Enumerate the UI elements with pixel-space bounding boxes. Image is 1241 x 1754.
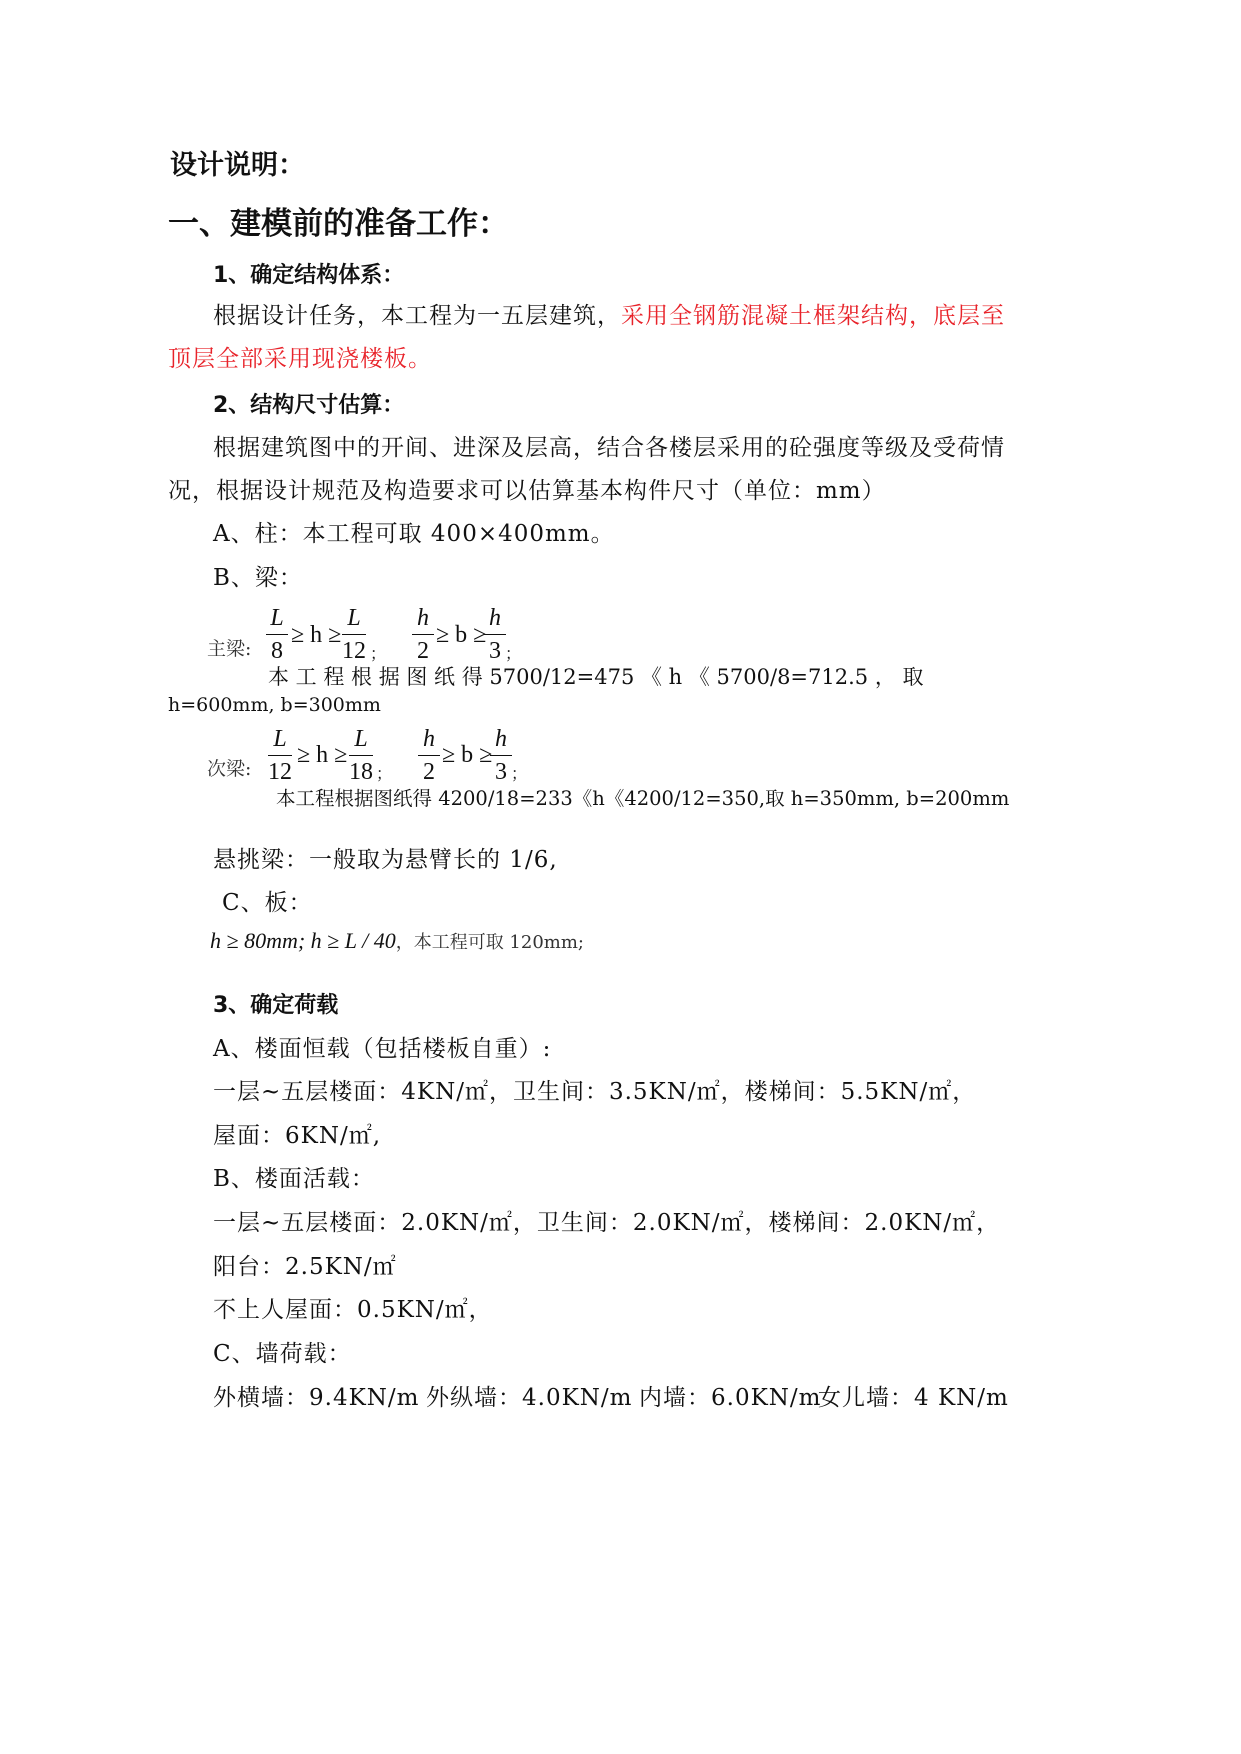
secondary-beam-frac-3: $\frac{h}{2}$ [418, 727, 440, 784]
paragraph-size-intro-1: 根据建筑图中的开间、进深及层高，结合各楼层采用的砼强度等级及受荷情 [213, 435, 1005, 461]
main-beam-calc-2: h=600mm, b=300mm [168, 694, 381, 716]
main-beam-label: 主梁: [207, 638, 252, 660]
secondary-beam-frac-4: $\frac{h}{3}$ [490, 727, 512, 784]
subsection-heading-loads: 3、确定荷载 [213, 993, 339, 1018]
slab-formula: h ≥ 80mm; h ≥ L / 40，本工程可取 120mm; [210, 928, 584, 953]
live-load-floors: 一层~五层楼面：2.0KN/㎡，卫生间：2.0KN/㎡，楼梯间：2.0KN/㎡， [213, 1210, 1001, 1236]
text-normal: 根据设计任务，本工程为一五层建筑， [213, 303, 621, 329]
live-load-label: B、楼面活载： [213, 1166, 375, 1192]
secondary-beam-end: ； [511, 766, 528, 783]
dead-load-roof: 屋面：6KN/㎡, [213, 1123, 382, 1149]
wall-load-outer-longitudinal: 外纵墙：4.0KN/m [426, 1385, 633, 1411]
subsection-heading-size-estimate: 2、结构尺寸估算： [213, 393, 405, 418]
dead-load-label: A、楼面恒载（包括楼板自重）: [213, 1036, 552, 1062]
slab-label: C、板： [222, 890, 313, 916]
paragraph-size-intro-2: 况，根据设计规范及构造要求可以估算基本构件尺寸（单位：mm） [168, 478, 886, 504]
live-load-roof: 不上人屋面：0.5KN/㎡， [213, 1297, 493, 1323]
dead-load-floors: 一层~五层楼面：4KN/㎡，卫生间：3.5KN/㎡，楼梯间：5.5KN/㎡， [213, 1079, 977, 1105]
wall-load-parapet: 女儿墙：4 KN/m [818, 1385, 1009, 1411]
main-beam-frac-4: $\frac{h}{3}$ [484, 606, 506, 663]
secondary-beam-rel-1: ≥ h ≥ [297, 742, 348, 768]
main-beam-rel-2: ≥ b ≥ [436, 622, 487, 648]
subsection-heading-structure-system: 1、确定结构体系： [213, 263, 405, 288]
main-beam-frac-3: $\frac{h}{2}$ [412, 606, 434, 663]
wall-load-outer-transverse: 外横墙：9.4KN/m [213, 1385, 420, 1411]
secondary-beam-rel-2: ≥ b ≥ [442, 742, 493, 768]
main-beam-rel-1: ≥ h ≥ [291, 622, 342, 648]
document-title: 设计说明： [170, 150, 305, 181]
wall-load-inner: 内墙：6.0KN/m [639, 1385, 822, 1411]
main-beam-frac-1: $\frac{L}{8}$ [266, 606, 288, 663]
wall-load-label: C、墙荷载： [213, 1341, 352, 1367]
secondary-beam-frac-1: $\frac{L}{12}$ [268, 726, 292, 785]
column-size: A、柱：本工程可取 400×400mm。 [213, 521, 615, 547]
beam-label: B、梁： [213, 565, 303, 591]
secondary-beam-calc: 本工程根据图纸得 4200/18=233《h《4200/12=350,取 h=350mm, b=200mm [276, 787, 1010, 810]
live-load-balcony: 阳台：2.5KN/㎡ [213, 1254, 397, 1280]
main-beam-end: ； [505, 646, 522, 663]
secondary-beam-label: 次梁: [207, 758, 252, 780]
secondary-beam-frac-2: $\frac{L}{18}$ [349, 726, 373, 785]
main-beam-sep: ； [370, 646, 387, 663]
secondary-beam-sep: ； [376, 766, 393, 783]
main-beam-calc-1: 本 工 程 根 据 图 纸 得 5700/12=475 《 h 《 5700/8=712.5 ， 取 [268, 665, 924, 689]
main-beam-frac-2: $\frac{L}{12}$ [342, 605, 366, 664]
paragraph-structure-system-cont: 顶层全部采用现浇楼板。 [168, 346, 432, 372]
cantilever-beam: 悬挑梁：一般取为悬臂长的 1/6, [213, 847, 558, 873]
text-highlight: 采用全钢筋混凝土框架结构，底层至 [621, 303, 1005, 329]
section-heading: 一、建模前的准备工作： [168, 206, 509, 242]
paragraph-structure-system [213, 305, 1005, 328]
